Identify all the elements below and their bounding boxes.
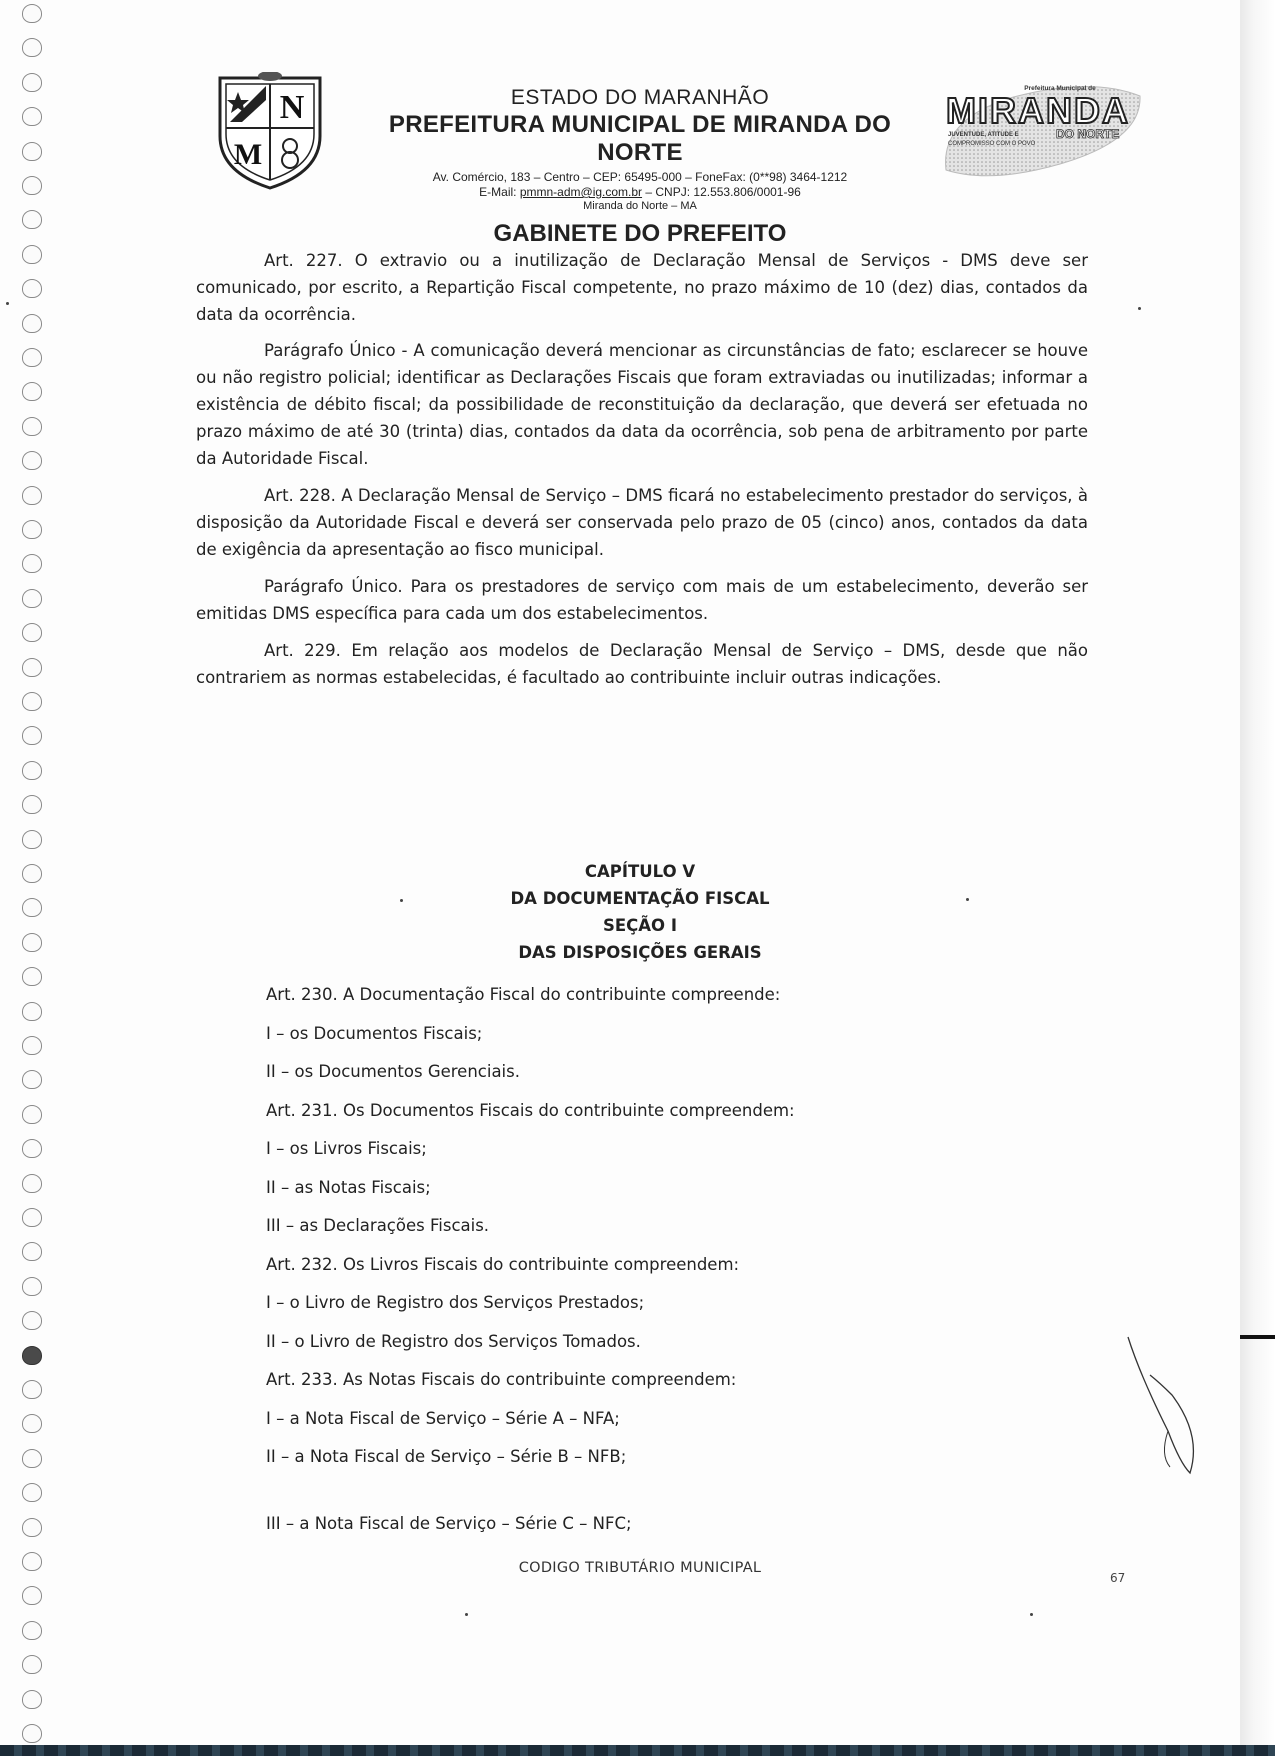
binding-hole: [22, 554, 42, 573]
brand-slogan-2: COMPROMISSO COM O POVO: [948, 141, 1036, 147]
binding-hole: [22, 1518, 42, 1537]
miranda-brand-logo: [940, 80, 1145, 180]
crest-letter-n: N: [279, 89, 305, 126]
binding-hole: [22, 1655, 42, 1674]
article-228: [196, 482, 1088, 563]
binding-hole: [22, 1036, 42, 1055]
article-227-sole-paragraph: [196, 337, 1088, 472]
binding-hole: [22, 279, 42, 298]
scanner-bottom-strip: [0, 1745, 1275, 1756]
binding-hole: [22, 314, 42, 333]
binding-hole: [22, 1174, 42, 1193]
binding-hole: [22, 1414, 42, 1433]
binding-hole: [22, 692, 42, 711]
scan-speck: [6, 302, 9, 305]
binding-hole: [22, 176, 42, 195]
list-item: Art. 233. As Notas Fiscais do contribuinte compreendem:: [266, 1370, 737, 1389]
binding-hole: [22, 1208, 42, 1227]
email-link[interactable]: pmmn-adm@ig.com.br: [519, 185, 643, 199]
list-item: II – os Documentos Gerenciais.: [266, 1062, 520, 1081]
page-number: 67: [1110, 1571, 1126, 1585]
binding-hole: [22, 417, 42, 436]
city-line: Miranda do Norte – MA: [583, 200, 697, 212]
email-label: E-Mail:: [479, 185, 520, 199]
letterhead: [345, 86, 935, 212]
cnpj-text: – CNPJ: 12.553.806/0001-96: [642, 185, 801, 199]
binding-hole: [22, 107, 42, 126]
binding-hole: [22, 1380, 42, 1399]
article-227: [196, 247, 1088, 328]
list-item: II – o Livro de Registro dos Serviços Tomados.: [266, 1331, 641, 1351]
section-title: DAS DISPOSIÇÕES GERAIS: [518, 943, 762, 962]
binding-hole: [22, 1690, 42, 1709]
office-title: GABINETE DO PREFEITO: [493, 220, 787, 247]
list-item: I – a Nota Fiscal de Serviço – Série A – NFA;: [266, 1408, 620, 1428]
binding-hole: [22, 658, 42, 677]
binding-hole: [22, 1586, 42, 1605]
scan-speck: [966, 898, 969, 901]
binding-hole: [22, 520, 42, 539]
state-name: ESTADO DO MARANHÃO: [510, 86, 770, 109]
handwritten-initial: [1120, 1335, 1200, 1475]
binding-hole: [22, 1139, 42, 1158]
scan-speck: [1030, 1613, 1033, 1616]
scan-speck: [465, 1613, 468, 1616]
page-edge-mark: [1240, 1335, 1275, 1339]
list-item: I – os Livros Fiscais;: [266, 1139, 427, 1158]
page-edge: [1240, 0, 1275, 1745]
paragraph-text: Art. 229. Em relação aos modelos de Declaração Mensal de Serviço – DMS, desde que não contrariem as normas estabelecidas, é facultado ao contribuinte incluir outras indicações.: [196, 641, 1088, 687]
binding-hole: [22, 1483, 42, 1502]
binding-hole: [22, 795, 42, 814]
list-item: Art. 232. Os Livros Fiscais do contribuinte compreendem:: [266, 1254, 740, 1274]
page-footer: CODIGO TRIBUTÁRIO MUNICIPAL: [518, 1560, 762, 1576]
list-item: Art. 231. Os Documentos Fiscais do contribuinte compreendem:: [266, 1100, 795, 1120]
binding-holes: [22, 0, 46, 1745]
binding-hole: [22, 967, 42, 986]
binding-hole: [22, 623, 42, 642]
paragraph-text: Parágrafo Único - A comunicação deverá mencionar as circunstâncias de fato; esclarecer se houve ou não registro policial; identificar as Declarações Fiscais que foram extraviadas ou inutilizadas; informar a existência de débito fiscal; da possibilidade de reconstituição da declaração, que deverá ser efetuada no prazo máximo de até 30 (trinta) dias, contados da data da ocorrência, sob pena de arbitramento por parte da Autoridade Fiscal.: [196, 341, 1088, 468]
list-item: III – a Nota Fiscal de Serviço – Série C – NFC;: [266, 1514, 632, 1533]
binding-hole: [22, 933, 42, 952]
binding-hole: [22, 348, 42, 367]
brand-slogan-1: JUVENTUDE, ATITUDE E: [948, 132, 1019, 138]
chapter-title: DA DOCUMENTAÇÃO FISCAL: [510, 889, 770, 908]
prefecture-name: PREFEITURA MUNICIPAL DE MIRANDA DO NORTE: [388, 111, 892, 166]
municipal-crest-icon: [216, 72, 324, 190]
paragraph-text: Parágrafo Único. Para os prestadores de serviço com mais de um estabelecimento, deverão ser emitidas DMS específica para cada um dos estabelecimentos.: [196, 577, 1088, 623]
binding-hole: [22, 589, 42, 608]
list-item: Art. 230. A Documentação Fiscal do contribuinte compreende:: [266, 985, 781, 1004]
list-item: II – as Notas Fiscais;: [266, 1177, 431, 1197]
paragraph-text: Art. 228. A Declaração Mensal de Serviço – DMS ficará no estabelecimento prestador do serviços, à disposição da Autoridade Fiscal e deverá ser conservada pelo prazo de 05 (cinco) anos, contados da data de exigência da apresentação ao fisco municipal.: [196, 486, 1088, 559]
chapter-heading: [410, 858, 870, 966]
article-list: [266, 976, 1066, 1477]
binding-hole: [22, 726, 42, 745]
list-item: II – a Nota Fiscal de Serviço – Série B – NFB;: [266, 1447, 627, 1466]
binding-hole: [22, 73, 42, 92]
binding-hole: [22, 864, 42, 883]
crest-letter-m: M: [233, 138, 263, 171]
binding-hole: [22, 830, 42, 849]
section-number: SEÇÃO I: [603, 916, 677, 935]
binding-hole: [22, 486, 42, 505]
binding-hole: [22, 1105, 42, 1124]
binding-hole: [22, 1002, 42, 1021]
binding-hole: [22, 1277, 42, 1296]
binding-hole: [22, 1242, 42, 1261]
brand-subname: DO NORTE: [1056, 127, 1120, 141]
chapter-number: CAPÍTULO V: [584, 862, 696, 881]
list-item: I – o Livro de Registro dos Serviços Prestados;: [266, 1293, 645, 1312]
scan-speck: [1138, 307, 1141, 310]
binding-hole: [22, 451, 42, 470]
binding-hole: [22, 382, 42, 401]
binding-hole: [22, 1621, 42, 1640]
list-item: III – as Declarações Fiscais.: [266, 1216, 490, 1235]
binding-hole: [22, 38, 42, 57]
brand-name: MIRANDA: [946, 90, 1130, 131]
binding-hole: [22, 1311, 42, 1330]
binding-hole: [22, 1449, 42, 1468]
binding-hole: [22, 761, 42, 780]
binding-hole: [22, 1346, 42, 1365]
binding-hole: [22, 1724, 42, 1743]
binding-hole: [22, 1070, 42, 1089]
brand-top-text: Prefeitura Municipal de: [1024, 85, 1096, 92]
binding-hole: [22, 4, 42, 23]
contact-line: [345, 185, 935, 199]
article-228-sole-paragraph: [196, 573, 1088, 627]
binding-hole: [22, 898, 42, 917]
binding-hole: [22, 142, 42, 161]
scan-speck: [400, 899, 403, 902]
paragraph-text: Art. 227. O extravio ou a inutilização de Declaração Mensal de Serviços - DMS deve ser comunicado, por escrito, a Repartição Fiscal competente, no prazo máximo de 10 (dez) dias, contados da data da ocorrência.: [196, 251, 1088, 324]
list-item: I – os Documentos Fiscais;: [266, 1023, 483, 1043]
address-line: Av. Comércio, 183 – Centro – CEP: 65495-000 – FoneFax: (0**98) 3464-1212: [432, 170, 848, 184]
article-229: [196, 637, 1088, 691]
